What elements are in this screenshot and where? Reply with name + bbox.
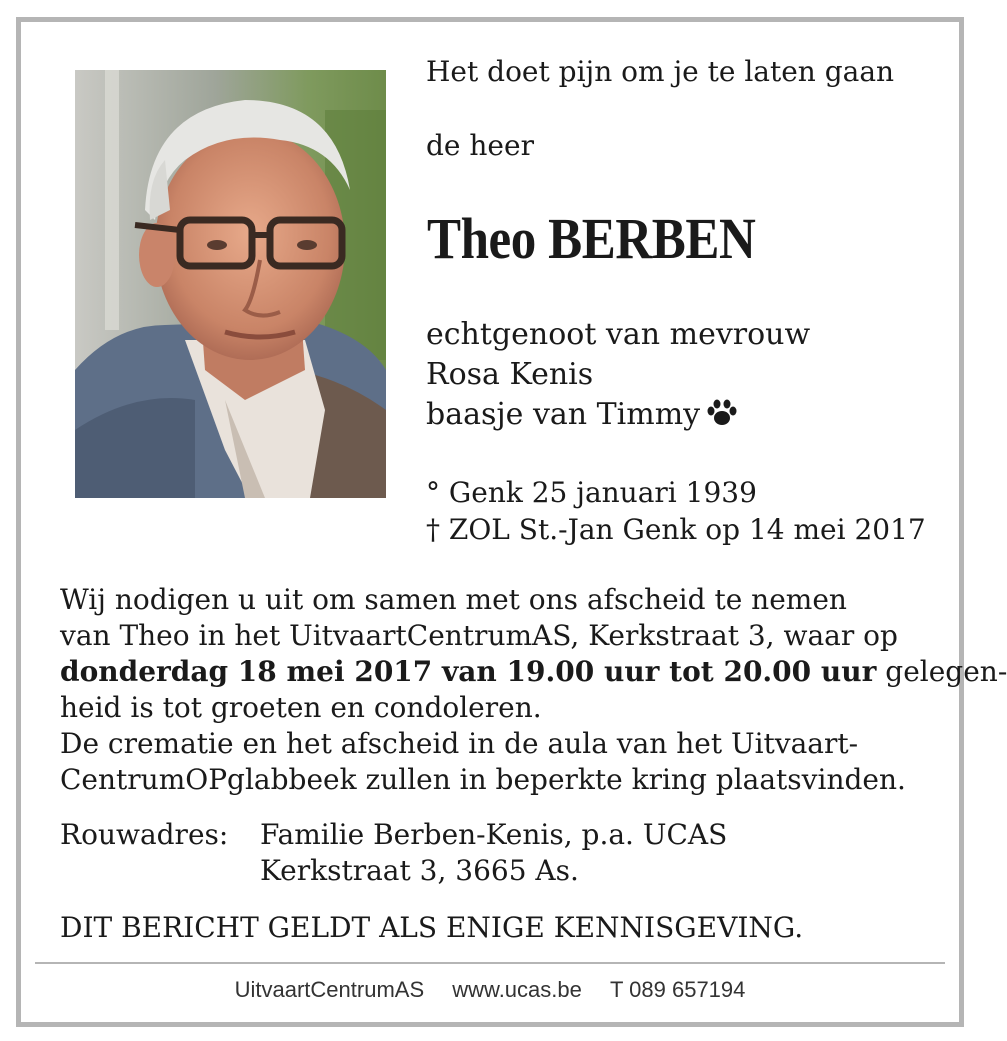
footer-website[interactable]: www.ucas.be bbox=[452, 977, 582, 1002]
invitation-line: Wij nodigen u uit om samen met ons afscheid te nemen bbox=[60, 583, 847, 616]
portrait-photo bbox=[75, 70, 386, 498]
footer-divider bbox=[35, 962, 945, 964]
invitation-line: van Theo in het UitvaartCentrumAS, Kerkstraat 3, waar op bbox=[60, 619, 898, 652]
address-line: Familie Berben-Kenis, p.a. UCAS bbox=[260, 818, 728, 851]
invitation-line: CentrumOPglabbeek zullen in beperkte kring plaatsvinden. bbox=[60, 763, 906, 796]
invitation-text bbox=[60, 582, 1007, 798]
footer-phone: T 089 657194 bbox=[610, 977, 746, 1002]
invitation-line: heid is tot groeten en condoleren. bbox=[60, 691, 542, 724]
relation-spouse-name: Rosa Kenis bbox=[426, 357, 594, 392]
footer bbox=[0, 975, 980, 1005]
address-lines bbox=[260, 817, 727, 889]
birth-date: ° Genk 25 januari 1939 bbox=[426, 476, 757, 509]
title-prefix: de heer bbox=[426, 129, 534, 162]
invitation-line bbox=[60, 654, 1007, 690]
deceased-name: Theo BERBEN bbox=[427, 206, 756, 271]
dates-block bbox=[426, 474, 926, 548]
relation-spouse-label: echtgenoot van mevrouw bbox=[426, 317, 811, 352]
relations-block bbox=[426, 315, 810, 435]
invitation-line: De crematie en het afscheid in de aula van het Uitvaart- bbox=[60, 727, 859, 760]
relation-pet bbox=[426, 395, 810, 435]
intro-text: Het doet pijn om je te laten gaan bbox=[426, 55, 895, 88]
footer-company: UitvaartCentrumAS bbox=[234, 977, 425, 1002]
address-line: Kerkstraat 3, 3665 As. bbox=[260, 854, 579, 887]
death-date: † ZOL St.-Jan Genk op 14 mei 2017 bbox=[426, 513, 926, 546]
relation-pet-text: baasje van Timmy bbox=[426, 397, 701, 432]
invitation-line-rest: gelegen- bbox=[876, 655, 1007, 688]
visitation-time: donderdag 18 mei 2017 van 19.00 uur tot 20.00 uur bbox=[60, 655, 877, 688]
paw-icon bbox=[706, 398, 738, 426]
address-label: Rouwadres: bbox=[60, 818, 229, 851]
official-notice: DIT BERICHT GELDT ALS ENIGE KENNISGEVING. bbox=[60, 911, 804, 944]
